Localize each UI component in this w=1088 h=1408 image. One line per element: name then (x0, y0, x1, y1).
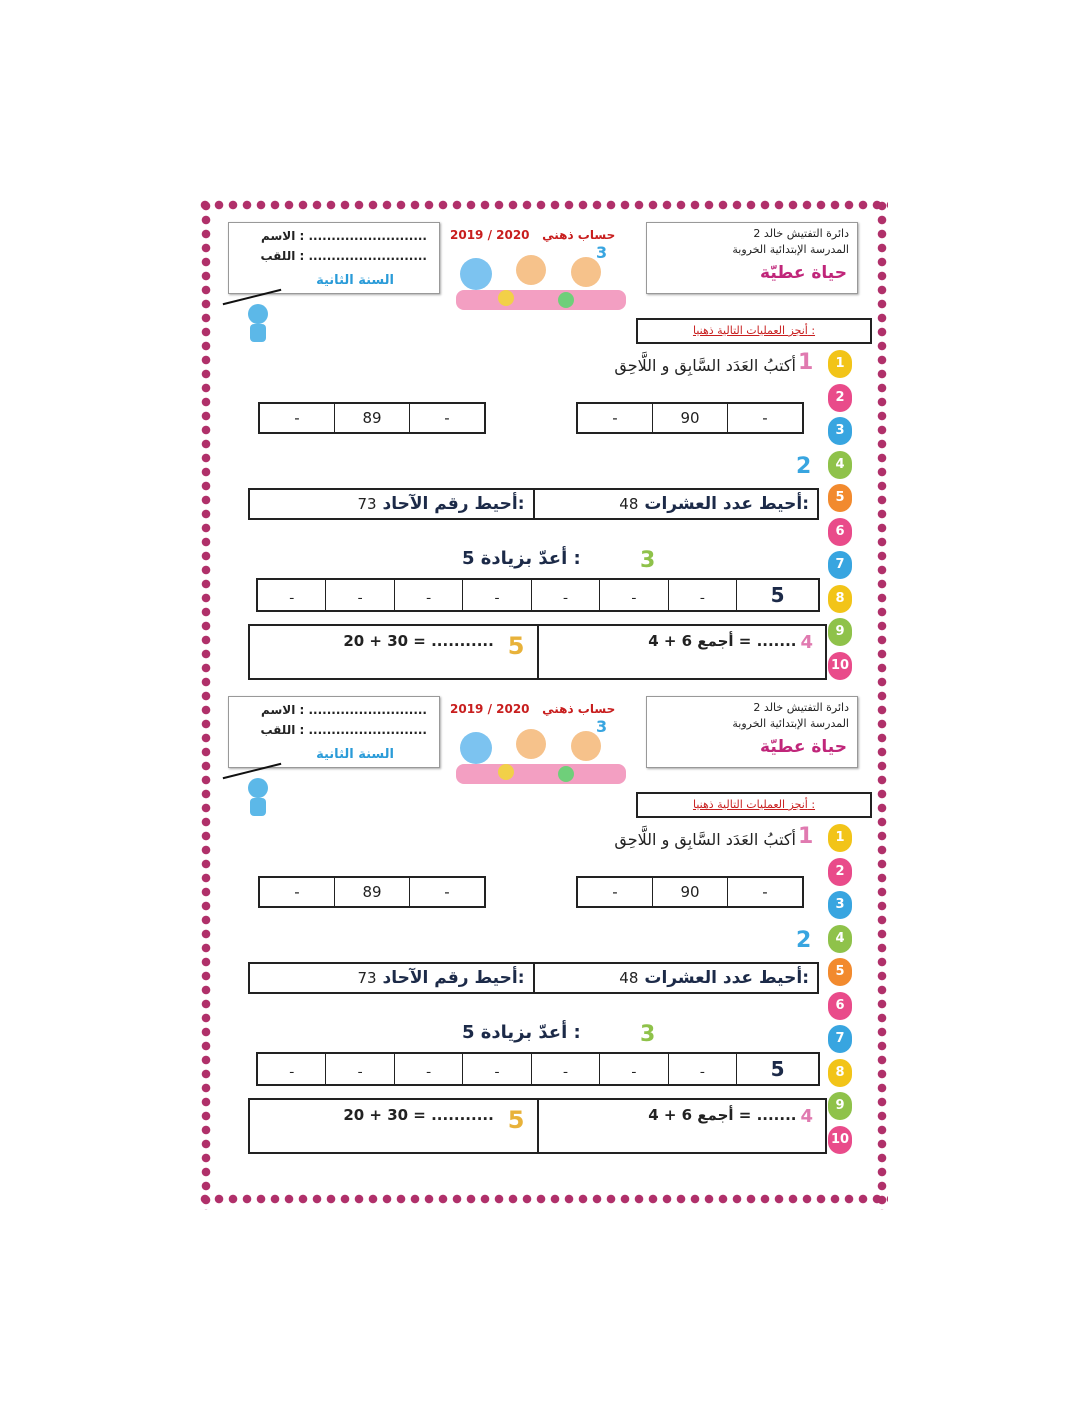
count-start-cell: 5 (736, 1054, 818, 1084)
sequence-cell: 89 (334, 404, 409, 432)
mascot-icon (238, 774, 278, 820)
count-cell[interactable]: ـ (462, 580, 530, 610)
sequence-box-90 (576, 876, 804, 908)
question-2-row (248, 488, 819, 520)
grade-label: السنة الثانية (316, 273, 394, 288)
question-1-text: أكتبُ العَدَد السَّابِق و اللَّاحِق (614, 356, 796, 375)
strip-number: 3 (828, 417, 852, 445)
number-strip (828, 350, 854, 680)
school-year: 2019 / 2020 حساب ذهني (450, 228, 616, 242)
school-header (646, 696, 858, 768)
strip-number: 9 (828, 1092, 852, 1120)
count-cell[interactable]: ـ (531, 1054, 599, 1084)
worksheet-half-2 (200, 674, 888, 1194)
kids-illustration (446, 718, 636, 786)
sequence-box-90 (576, 402, 804, 434)
count-by-5-row (256, 1052, 820, 1086)
sequence-cell: 89 (334, 878, 409, 906)
grade-label: السنة الثانية (316, 747, 394, 762)
count-cell[interactable]: ـ (531, 580, 599, 610)
sequence-cell[interactable]: - (612, 883, 618, 901)
question-number-2: 2 (796, 454, 812, 479)
strip-number: 4 (828, 451, 852, 479)
count-cell[interactable]: ـ (394, 1054, 462, 1084)
question-5-text: 20 + 30 = ........... (343, 1106, 494, 1124)
count-cell[interactable]: ـ (462, 1054, 530, 1084)
strip-number: 6 (828, 992, 852, 1020)
question-4-5-row (248, 624, 827, 680)
strip-number: 10 (828, 652, 852, 680)
bottom-bead-border (200, 1194, 888, 1210)
question-number-2: 2 (796, 928, 812, 953)
tens-label: أحيط عدد العشرات: (644, 968, 809, 988)
question-1-text: أكتبُ العَدَد السَّابِق و اللَّاحِق (614, 830, 796, 849)
count-cell[interactable]: ـ (599, 1054, 667, 1084)
instruction-title: أنجز العمليات التالية ذهنيا : (636, 792, 872, 818)
units-label: أحيط رقم الآحاد: (382, 968, 525, 988)
sequence-cell[interactable]: - (727, 404, 802, 432)
school-year: 2019 / 2020 حساب ذهني (450, 702, 616, 716)
strip-number: 5 (828, 484, 852, 512)
sequence-box-89 (258, 402, 486, 434)
sequence-cell: 90 (652, 878, 727, 906)
question-number-3: 3 (640, 548, 656, 573)
strip-number: 5 (828, 958, 852, 986)
tens-label: أحيط عدد العشرات: (644, 494, 809, 514)
count-cell[interactable]: ـ (599, 580, 667, 610)
strip-number: 8 (828, 585, 852, 613)
sequence-cell[interactable]: - (409, 404, 484, 432)
count-cell[interactable]: ـ (325, 580, 393, 610)
sequence-box-89 (258, 876, 486, 908)
question-3-text: أعدّ بزيادة 5 : (462, 548, 581, 569)
sequence-cell: 90 (652, 404, 727, 432)
units-label: أحيط رقم الآحاد: (382, 494, 525, 514)
number-strip (828, 824, 854, 1154)
strip-number: 7 (828, 1025, 852, 1053)
question-number-4: 4 (800, 1106, 813, 1127)
question-4-cell[interactable] (539, 626, 826, 678)
question-number-1: 1 (798, 350, 814, 375)
mascot-icon (238, 300, 278, 346)
question-2-row (248, 962, 819, 994)
strip-number: 3 (828, 891, 852, 919)
strip-number: 1 (828, 350, 852, 378)
subject-title: حساب ذهني (542, 228, 616, 242)
worksheet-half-1 (200, 200, 888, 690)
student-info-box (228, 696, 440, 768)
question-number-3: 3 (640, 1022, 656, 1047)
question-4-5-row (248, 1098, 827, 1154)
svg-text:3: 3 (596, 718, 608, 736)
student-info-box (228, 222, 440, 294)
sequence-cell[interactable]: - (294, 883, 300, 901)
tens-cell[interactable] (535, 490, 818, 518)
count-cell[interactable]: ـ (289, 588, 294, 602)
sequence-cell[interactable]: - (612, 409, 618, 427)
school-header (646, 222, 858, 294)
count-by-5-row (256, 578, 820, 612)
strip-number: 1 (828, 824, 852, 852)
tens-value: 48 (619, 495, 639, 513)
strip-number: 2 (828, 384, 852, 412)
tens-value: 48 (619, 969, 639, 987)
question-4-text: أجمع 6 + 4 = ....... (648, 632, 797, 650)
units-value: 73 (357, 495, 377, 513)
name-field[interactable]: الاسم : .......................... (261, 703, 427, 717)
units-value: 73 (357, 969, 377, 987)
sequence-cell[interactable]: - (727, 878, 802, 906)
subject-title: حساب ذهني (542, 702, 616, 716)
strip-number: 4 (828, 925, 852, 953)
worksheet-page (200, 200, 888, 1210)
count-cell[interactable]: ـ (394, 580, 462, 610)
question-3-text: أعدّ بزيادة 5 : (462, 1022, 581, 1043)
sequence-cell[interactable]: - (294, 409, 300, 427)
question-5-text: 20 + 30 = ........... (343, 632, 494, 650)
question-number-1: 1 (798, 824, 814, 849)
count-cell[interactable]: ـ (668, 1054, 736, 1084)
surname-field[interactable]: اللقب : .......................... (260, 723, 427, 737)
count-cell[interactable]: ـ (289, 1062, 294, 1076)
question-number-4: 4 (800, 632, 813, 653)
strip-number: 8 (828, 1059, 852, 1087)
strip-number: 2 (828, 858, 852, 886)
strip-number: 6 (828, 518, 852, 546)
directorate-text: دائرة التفتيش خالد 2 (753, 701, 849, 714)
surname-field[interactable]: اللقب : .......................... (260, 249, 427, 263)
tens-cell[interactable] (535, 964, 818, 992)
question-5-cell[interactable] (250, 1100, 539, 1152)
directorate-text: دائرة التفتيش خالد 2 (753, 227, 849, 240)
school-name: حياة عطيّة (760, 263, 847, 283)
units-cell[interactable] (250, 490, 535, 518)
strip-number: 9 (828, 618, 852, 646)
name-field[interactable]: الاسم : .......................... (261, 229, 427, 243)
school-name: حياة عطيّة (760, 737, 847, 757)
svg-text:3: 3 (596, 244, 608, 262)
count-cell[interactable]: ـ (325, 1054, 393, 1084)
question-4-text: أجمع 6 + 4 = ....... (648, 1106, 797, 1124)
question-4-cell[interactable] (539, 1100, 826, 1152)
school-text: المدرسة الإبتدائية الخروبة (732, 717, 849, 730)
strip-number: 10 (828, 1126, 852, 1154)
school-text: المدرسة الإبتدائية الخروبة (732, 243, 849, 256)
strip-number: 7 (828, 551, 852, 579)
count-cell[interactable]: ـ (668, 580, 736, 610)
count-start-cell: 5 (736, 580, 818, 610)
question-5-cell[interactable] (250, 626, 539, 678)
instruction-title: أنجز العمليات التالية ذهنيا : (636, 318, 872, 344)
kids-illustration (446, 244, 636, 312)
sequence-cell[interactable]: - (409, 878, 484, 906)
units-cell[interactable] (250, 964, 535, 992)
question-number-5: 5 (507, 1106, 525, 1134)
question-number-5: 5 (507, 632, 525, 660)
